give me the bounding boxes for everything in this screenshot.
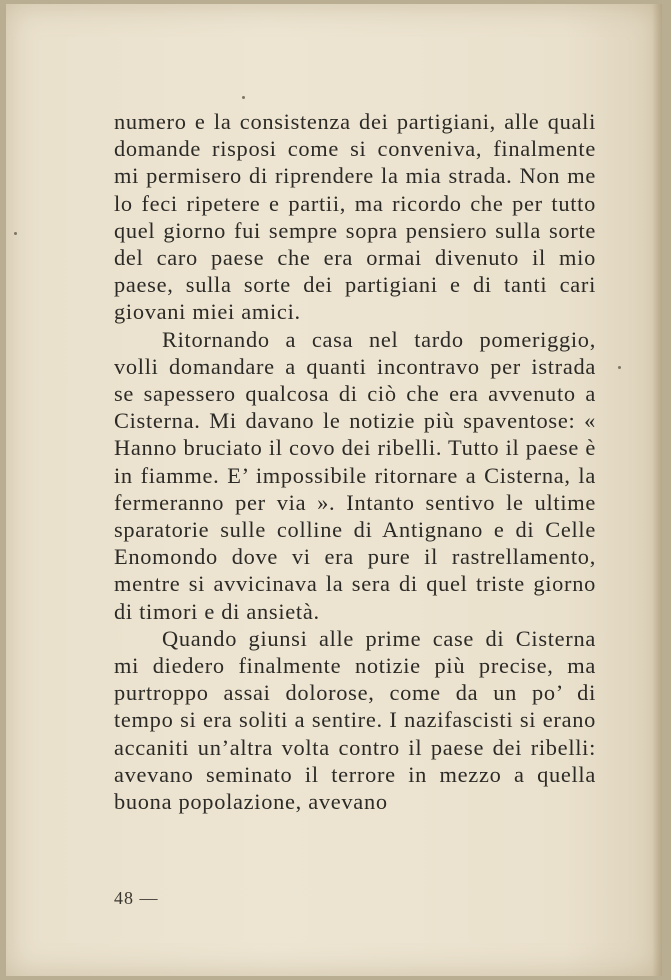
paragraph-ritornando: Ritornando a casa nel tardo pomeriggio, volli domandare a quanti incontravo per istrada se sapessero qualcosa di ciò che era avvenuto a Cisterna. Mi davano le notizie più spaventose: « Hanno bruciato il covo dei ribelli. Tutto il paese è in fiamme. E’ impossibile ritornare a Cisterna, la fermeranno per via ». Intanto sentivo le ultime sparatorie sulle colline di Antignano e di Celle Enomondo dove vi era pure il rastrellamento, mentre si avvicinava la sera di quel triste giorno di timori e di ansietà.: [114, 326, 596, 624]
paragraph-continued: numero e la consistenza dei partigiani, alle quali domande risposi come si conveniva, finalmente mi permisero di riprendere la mia strada. Non me lo feci ripetere e partii, ma ricordo che per tutto quel giorno fui sempre sopra pensiero sulla sorte del caro paese che era ormai divenuto il mio paese, sulla sorte dei partigiani e di tanti cari giovani miei amici.: [114, 109, 596, 325]
page-number: 48 —: [114, 888, 159, 908]
paper-speck: [242, 96, 245, 99]
paper-speck: [618, 366, 621, 369]
book-page: [6, 4, 662, 976]
paper-speck: [14, 232, 17, 235]
body-text: [114, 108, 596, 815]
paragraph-quando: Quando giunsi alle prime case di Cisterna mi diedero finalmente notizie più precise, ma purtroppo assai dolorose, come da un po’ di tempo si era soliti a sentire. I nazifascisti si erano accaniti un’altra volta contro il paese dei ribelli: avevano seminato il terrore in mezzo a quella buona popolazione, avevano: [114, 625, 596, 815]
